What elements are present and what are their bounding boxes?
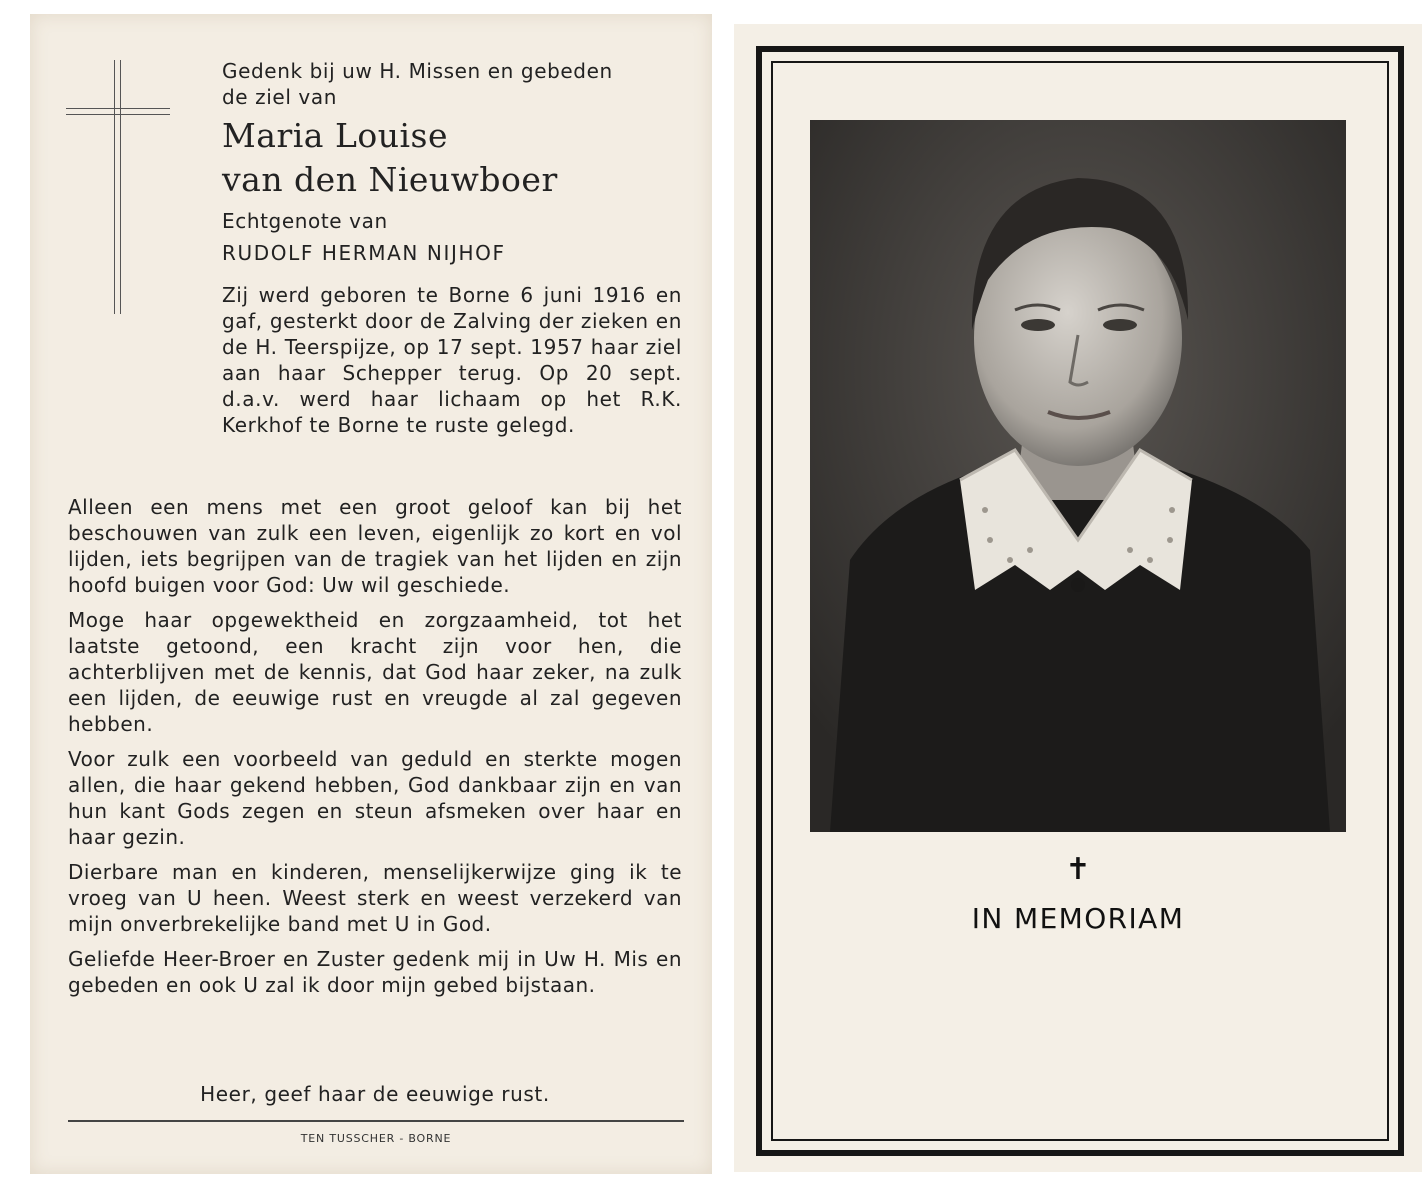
biography-text: Zij werd geboren te Borne 6 juni 1916 en gaf, gesterkt door de Zalving der zieken en de H. Teerspijze, op 17 sept. 1957 haar ziel aan haar Schepper terug. Op 20 sept. d.a.v. werd haar lichaam op het R.K. Kerkhof te Borne te ruste gelegd. [222, 283, 682, 437]
memorial-paragraphs [68, 494, 682, 1007]
paragraph: Voor zulk een voorbeeld van geduld en sterkte mogen allen, die haar gekend hebben, God dankbaar zijn en van hun kant Gods zegen en steun afsmeken over haar en haar gezin. [68, 747, 682, 849]
intro-line-2: de ziel van [222, 85, 337, 109]
portrait-photo [810, 120, 1346, 832]
paragraph: Geliefde Heer-Broer en Zuster gedenk mij in Uw H. Mis en gebeden en ook U zal ik door mijn gebed bijstaan. [68, 947, 682, 997]
cross-icon [66, 60, 170, 314]
in-memoriam-caption: IN MEMORIAM [971, 902, 1185, 935]
header-block [222, 58, 682, 438]
paragraph: Moge haar opgewektheid en zorgzaamheid, tot het laatste getoond, een kracht zijn voor hen, die achterblijven met de kennis, dat God haar zeker, na zulk een lijden, de eeuwige rust en vreugde al zal gegeven hebben. [68, 608, 682, 736]
cross-symbol: ✝ [1065, 852, 1091, 887]
printer-imprint: TEN TUSSCHER - BORNE [300, 1132, 452, 1145]
closing-prayer: Heer, geef haar de eeuwige rust. [200, 1082, 550, 1106]
memorial-card-photo-side [734, 24, 1422, 1172]
memorial-card-text-side [30, 14, 712, 1174]
spouse-label: Echtgenote van [222, 209, 388, 233]
intro-line-1: Gedenk bij uw H. Missen en gebeden [222, 59, 613, 83]
deceased-name-line-2: van den Nieuwboer [222, 160, 558, 199]
spouse-name: RUDOLF HERMAN NIJHOF [222, 241, 506, 265]
portrait-illustration [810, 120, 1346, 832]
paragraph: Alleen een mens met een groot geloof kan bij het beschouwen van zulk een leven, eigenlijk zo kort en vol lijden, iets begrijpen van de tragiek van het lijden en zijn hoofd buigen voor God: Uw wil geschiede. [68, 495, 682, 597]
divider [68, 1120, 684, 1122]
paragraph: Dierbare man en kinderen, menselijkerwijze ging ik te vroeg van U heen. Weest sterk en weest verzekerd van mijn onverbrekelijke band met U in God. [68, 860, 682, 936]
deceased-name-line-1: Maria Louise [222, 116, 449, 155]
